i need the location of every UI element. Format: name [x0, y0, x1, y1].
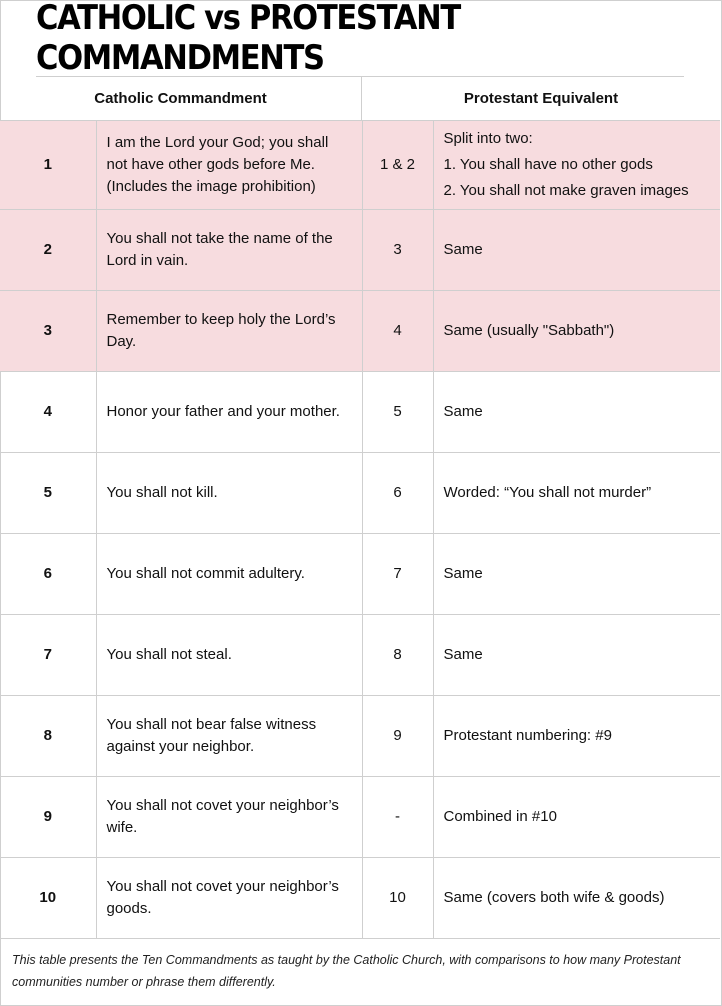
- catholic-number: 8: [0, 695, 96, 776]
- catholic-text: You shall not covet your neighbor’s goods.: [96, 857, 362, 938]
- catholic-number: 1: [0, 121, 96, 209]
- catholic-number: 10: [0, 857, 96, 938]
- catholic-text: You shall not steal.: [96, 614, 362, 695]
- catholic-number: 9: [0, 776, 96, 857]
- table-row: [0, 290, 720, 371]
- catholic-text: You shall not kill.: [96, 452, 362, 533]
- protestant-line: Worded: “You shall not murder”: [443, 483, 652, 501]
- protestant-number: -: [362, 776, 433, 857]
- protestant-number: 4: [362, 290, 433, 371]
- catholic-text: You shall not take the name of the Lord in vain.: [96, 209, 362, 290]
- catholic-number: 5: [0, 452, 96, 533]
- page-title: CATHOLIC vs PROTESTANT COMMANDMENTS: [36, 0, 684, 77]
- header-catholic: Catholic Commandment: [0, 77, 362, 121]
- protestant-line: Same: [443, 564, 483, 582]
- table-row: [0, 121, 720, 209]
- protestant-number: 3: [362, 209, 433, 290]
- protestant-line: 2. You shall not make graven images: [443, 181, 689, 199]
- protestant-number: 9: [362, 695, 433, 776]
- protestant-number: 1 & 2: [362, 121, 433, 209]
- catholic-text: You shall not covet your neighbor’s wife.: [96, 776, 362, 857]
- catholic-number: 2: [0, 209, 96, 290]
- protestant-text: [433, 209, 720, 290]
- protestant-line: Same (usually "Sabbath"): [443, 321, 615, 339]
- protestant-text: [433, 614, 720, 695]
- protestant-number: 10: [362, 857, 433, 938]
- protestant-line: Protestant numbering: #9: [443, 726, 612, 744]
- table-row: [0, 533, 720, 614]
- table-row: [0, 452, 720, 533]
- protestant-number: 6: [362, 452, 433, 533]
- header-protestant: Protestant Equivalent: [362, 77, 720, 121]
- protestant-line: Same: [443, 240, 483, 258]
- protestant-text: [433, 695, 720, 776]
- table-row: [0, 371, 720, 452]
- protestant-line: 1. You shall have no other gods: [443, 155, 653, 173]
- protestant-line: Same: [443, 402, 483, 420]
- protestant-line: Same (covers both wife & goods): [443, 888, 665, 906]
- protestant-number: 8: [362, 614, 433, 695]
- catholic-text: I am the Lord your God; you shall not have other gods before Me. (Includes the image prohibition): [96, 121, 362, 209]
- protestant-number: 7: [362, 533, 433, 614]
- protestant-text: [433, 533, 720, 614]
- protestant-line: Split into two:: [443, 129, 533, 147]
- catholic-number: 3: [0, 290, 96, 371]
- table-row: [0, 857, 720, 938]
- footnote: This table presents the Ten Commandments as taught by the Catholic Church, with comparisons to how many Protestant communities number or phrase them differently.: [0, 938, 720, 1004]
- catholic-text: Remember to keep holy the Lord’s Day.: [96, 290, 362, 371]
- protestant-text: [433, 857, 720, 938]
- table-row: [0, 209, 720, 290]
- table-row: [0, 695, 720, 776]
- table-row: [0, 776, 720, 857]
- protestant-text: [433, 452, 720, 533]
- catholic-text: You shall not bear false witness against your neighbor.: [96, 695, 362, 776]
- catholic-number: 7: [0, 614, 96, 695]
- catholic-text: Honor your father and your mother.: [96, 371, 362, 452]
- protestant-line: Combined in #10: [443, 807, 557, 825]
- protestant-text: [433, 371, 720, 452]
- protestant-number: 5: [362, 371, 433, 452]
- catholic-text: You shall not commit adultery.: [96, 533, 362, 614]
- table-row: [0, 614, 720, 695]
- commandments-table: [0, 121, 720, 939]
- protestant-text: [433, 290, 720, 371]
- catholic-number: 4: [0, 371, 96, 452]
- protestant-text: [433, 776, 720, 857]
- protestant-text: [433, 121, 720, 209]
- protestant-line: Same: [443, 645, 483, 663]
- catholic-number: 6: [0, 533, 96, 614]
